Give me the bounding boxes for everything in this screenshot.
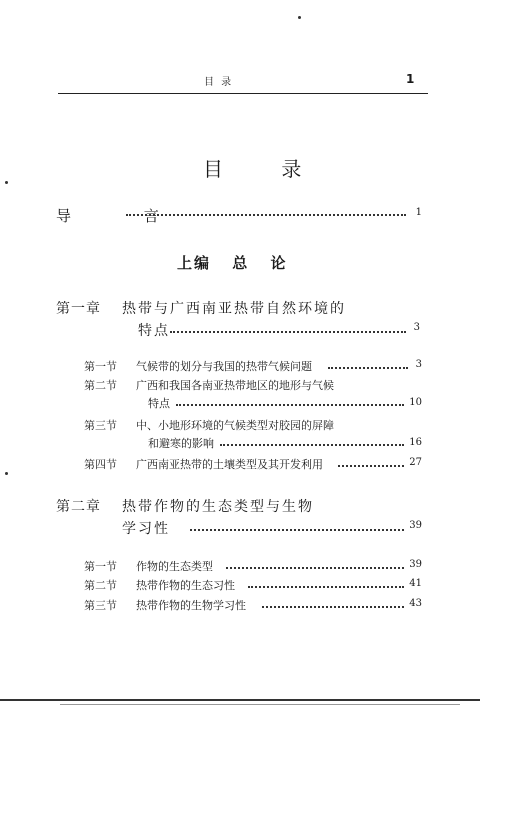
section-label: 第一节 bbox=[84, 360, 117, 373]
bottom-rule bbox=[0, 699, 480, 701]
section-title-line2: 和避寒的影响 bbox=[148, 437, 214, 450]
section-title: 作物的生态类型 bbox=[136, 560, 213, 573]
leader-dots bbox=[262, 606, 404, 608]
toc-page-number: 39 bbox=[409, 520, 422, 531]
toc-page-number: 10 bbox=[409, 397, 422, 408]
chapter-title-line2: 学习性 bbox=[122, 521, 170, 537]
leader-dots bbox=[248, 586, 404, 588]
running-header-title: 目 录 bbox=[204, 77, 234, 88]
leader-dots bbox=[176, 404, 404, 406]
toc-page-number: 41 bbox=[409, 578, 422, 589]
header-rule bbox=[58, 93, 428, 94]
part-title bbox=[177, 252, 287, 273]
intro-label-text: 导 言 bbox=[56, 207, 193, 225]
chapter-title-line1: 热带与广西南亚热带自然环境的 bbox=[122, 301, 346, 317]
bottom-rule-faint bbox=[60, 704, 460, 705]
section-label: 第四节 bbox=[84, 458, 117, 471]
running-header-page-number: 1 bbox=[406, 72, 415, 86]
toc-page-number: 43 bbox=[409, 598, 422, 609]
chapter-title-line1: 热带作物的生态类型与生物 bbox=[122, 499, 314, 515]
leader-dots bbox=[170, 331, 406, 333]
toc-page-number: 3 bbox=[415, 359, 422, 370]
leader-dots bbox=[220, 444, 404, 446]
scan-speck bbox=[298, 16, 301, 19]
scan-speck bbox=[5, 472, 8, 475]
scan-speck bbox=[5, 181, 8, 184]
leader-dots bbox=[328, 367, 408, 369]
section-title: 广西南亚热带的土壤类型及其开发利用 bbox=[136, 458, 323, 471]
part-title-text: 上编 总 论 bbox=[177, 254, 288, 272]
section-title-line2: 特点 bbox=[148, 397, 170, 410]
section-title: 气候带的划分与我国的热带气候问题 bbox=[136, 360, 312, 373]
section-title: 广西和我国各南亚热带地区的地形与气候 bbox=[136, 379, 334, 392]
toc-page-number: 1 bbox=[415, 207, 422, 218]
chapter-label: 第二章 bbox=[56, 499, 101, 515]
toc-page-number: 3 bbox=[413, 322, 420, 333]
toc-page-number: 27 bbox=[409, 457, 422, 468]
leader-dots bbox=[126, 214, 406, 216]
chapter-label: 第一章 bbox=[56, 301, 101, 317]
section-title: 热带作物的生物学习性 bbox=[136, 599, 246, 612]
section-label: 第三节 bbox=[84, 599, 117, 612]
chapter-title-line2: 特点 bbox=[138, 323, 170, 339]
leader-dots bbox=[338, 465, 404, 467]
section-label: 第一节 bbox=[84, 560, 117, 573]
toc-title: 目 录 bbox=[203, 157, 328, 181]
leader-dots bbox=[190, 529, 404, 531]
leader-dots bbox=[226, 567, 404, 569]
section-label: 第二节 bbox=[84, 579, 117, 592]
section-label: 第三节 bbox=[84, 419, 117, 432]
section-title: 热带作物的生态习性 bbox=[136, 579, 235, 592]
toc-page-number: 39 bbox=[409, 559, 422, 570]
toc-page-number: 16 bbox=[409, 437, 422, 448]
section-label: 第二节 bbox=[84, 379, 117, 392]
section-title: 中、小地形环境的气候类型对胶园的屏障 bbox=[136, 419, 334, 432]
